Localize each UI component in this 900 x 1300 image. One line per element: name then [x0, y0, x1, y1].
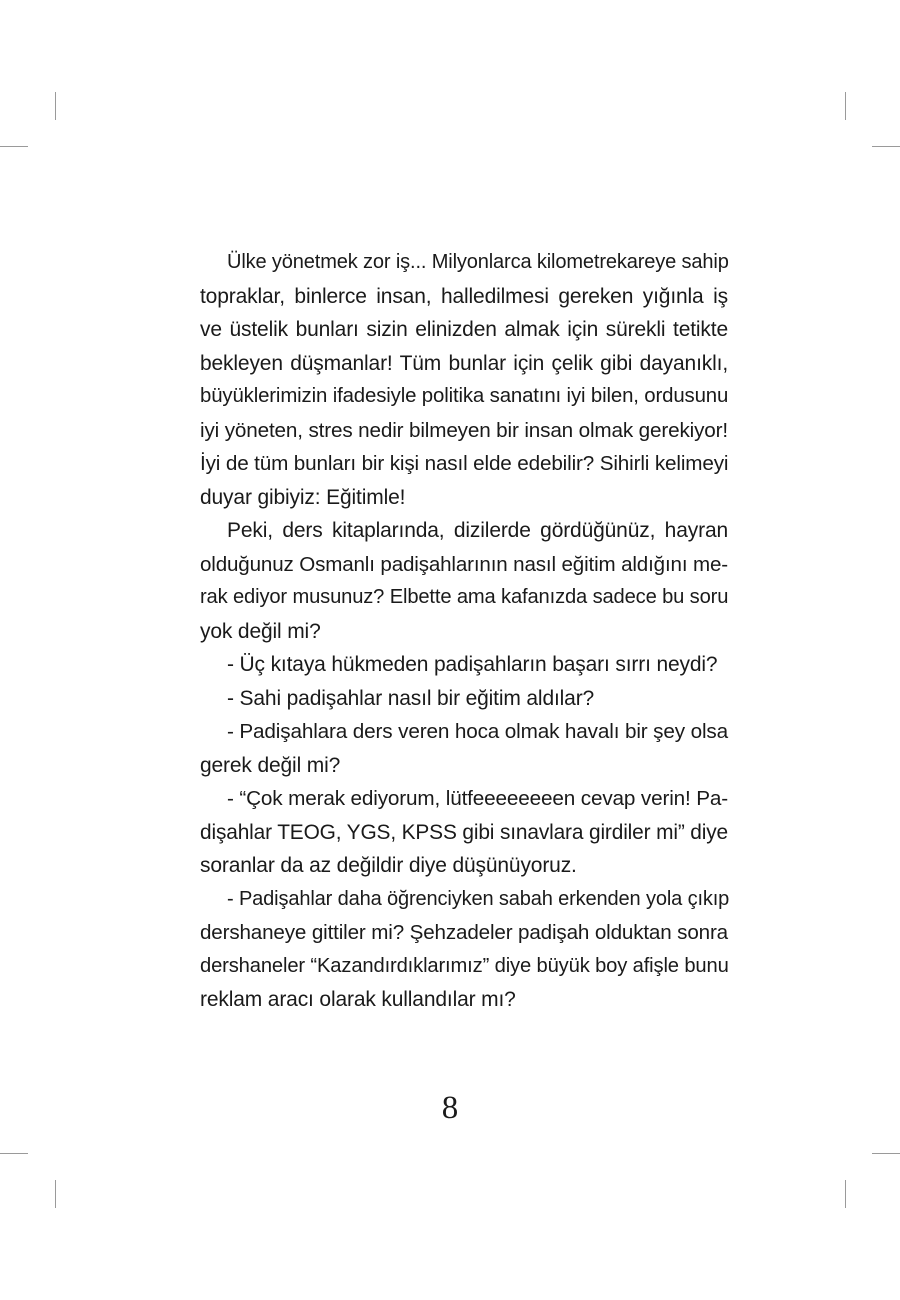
body-text: [173, 246, 728, 1017]
paragraph: [173, 715, 728, 782]
text-line: soranlar da az değildir diye düşünüyoruz.: [200, 854, 577, 877]
text-line: reklam aracı olarak kullandılar mı?: [200, 988, 516, 1011]
text-line: - Padişahlara ders veren hoca olmak havalı bir şey olsa: [227, 720, 728, 743]
text-line: - Üç kıtaya hükmeden padişahların başarı sırrı neydi?: [227, 653, 718, 676]
text-line: Peki, ders kitaplarında, dizilerde gördüğünüz, hayran: [227, 519, 728, 542]
crop-mark-top-right-vertical: [845, 92, 846, 120]
crop-mark-top-left-horizontal: [0, 146, 28, 147]
text-line: iyi yöneten, stres nedir bilmeyen bir insan olmak gerekiyor!: [200, 418, 728, 442]
text-line: İyi de tüm bunları bir kişi nasıl elde edebilir? Sihirli kelimeyi: [200, 452, 729, 475]
text-line: - Padişahlar daha öğrenciyken sabah erkenden yola çıkıp: [227, 887, 730, 910]
text-line: gerek değil mi?: [200, 753, 341, 777]
text-line: - Sahi padişahlar nasıl bir eğitim aldılar?: [227, 686, 595, 710]
text-line: ve üstelik bunları sizin elinizden almak için sürekli tetikte: [200, 318, 728, 341]
crop-mark-bottom-left-vertical: [55, 1180, 56, 1208]
text-line: topraklar, binlerce insan, halledilmesi gereken yığınla iş: [200, 284, 728, 308]
crop-mark-top-right-horizontal: [872, 146, 900, 147]
text-line: duyar gibiyiz: Eğitimle!: [200, 485, 406, 509]
text-line: yok değil mi?: [200, 619, 321, 643]
page-number: 8: [441, 1090, 459, 1126]
text-line: olduğunuz Osmanlı padişahlarının nasıl eğitim aldığını me-: [200, 552, 728, 576]
text-line: Ülke yönetmek zor iş... Milyonlarca kilometrekareye sahip: [227, 251, 729, 273]
text-line: rak ediyor musunuz? Elbette ama kafanızda sadece bu soru: [200, 586, 729, 608]
paragraph: [173, 782, 728, 883]
crop-mark-top-left-vertical: [55, 92, 56, 120]
paragraph: [173, 246, 728, 514]
text-line: bekleyen düşmanlar! Tüm bunlar için çelik gibi dayanıklı,: [200, 351, 728, 375]
paragraph: [173, 514, 728, 648]
crop-mark-bottom-right-vertical: [845, 1180, 846, 1208]
text-line: büyüklerimizin ifadesiyle politika sanatını iyi bilen, ordusunu: [200, 385, 729, 407]
paragraph: [173, 883, 728, 1017]
text-line: dişahlar TEOG, YGS, KPSS gibi sınavlara girdiler mi” diye: [200, 820, 728, 844]
text-line: - “Çok merak ediyorum, lütfeeeeeeeen cevap verin! Pa-: [227, 787, 729, 810]
text-line: dershaneler “Kazandırdıklarımız” diye büyük boy afişle bunu: [200, 954, 729, 977]
paragraph: [173, 648, 728, 682]
crop-mark-bottom-left-horizontal: [0, 1153, 28, 1154]
text-line: dershaneye gittiler mi? Şehzadeler padişah olduktan sonra: [200, 921, 728, 944]
crop-mark-bottom-right-horizontal: [872, 1153, 900, 1154]
paragraph: [173, 682, 728, 716]
